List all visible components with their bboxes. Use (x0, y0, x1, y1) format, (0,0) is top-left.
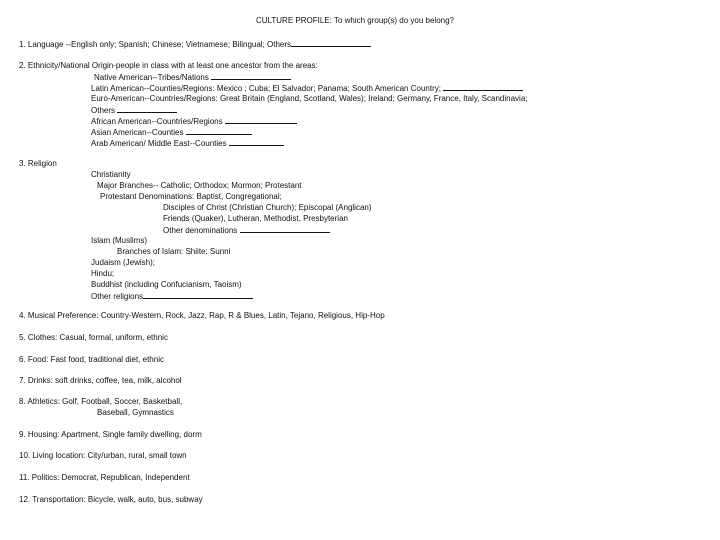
native-american-blank[interactable] (211, 72, 291, 80)
religion-other-denominations-text: Other denominations (163, 226, 238, 235)
ethnicity-african-american (91, 116, 297, 127)
ethnicity-asian-american-text: Asian American--Counties (91, 128, 184, 137)
religion-buddhist: Buddhist (including Confucianism, Taoism) (91, 280, 242, 289)
ethnicity-others-text: Others (91, 106, 116, 115)
religion-protestant-denominations: Protestant Denominations: Baptist, Congregational; (100, 192, 282, 201)
question-religion-heading: 3. Religion (19, 159, 57, 168)
ethnicity-latin-american-text: Latin American--Counties/Regions: Mexico ; Cuba; El Salvador; Panama; South American Country; (91, 84, 441, 93)
ethnicity-native-american-text: Native American--Tribes/Nations (94, 73, 209, 82)
question-clothes: 5. Clothes: Casual, formal, uniform, ethnic (19, 333, 168, 342)
other-religions-blank[interactable] (143, 291, 253, 299)
religion-other-denominations (163, 225, 330, 236)
ethnicity-euro-american: Euro-American--Countries/Regions: Great Britain (England, Scotland, Wales); Ireland; Germany, France, Italy, Scandinavia; (91, 94, 528, 103)
religion-islam: Islam (Muslims) (91, 236, 147, 245)
ethnicity-latin-american (91, 83, 523, 94)
asian-american-blank[interactable] (186, 127, 252, 135)
ethnicity-arab-american-text: Arab American/ Middle East--Counties (91, 139, 227, 148)
page-title: CULTURE PROFILE: To which group(s) do you belong? (255, 16, 454, 25)
arab-american-blank[interactable] (229, 138, 284, 146)
question-transportation: 12. Transportation: Bicycle, walk, auto, bus, subway (19, 495, 203, 504)
question-athletics-line2: Baseball, Gymnastics (97, 408, 174, 417)
religion-christianity: Christianity (91, 170, 131, 179)
religion-islam-branches: Branches of Islam: Shiite; Sunni (117, 247, 231, 256)
question-language-text: 1. Language --English only; Spanish; Chinese; Vietnamese; Bilingual; Others (19, 40, 292, 49)
religion-friends: Friends (Quaker), Lutheran, Methodist, Presbyterian (163, 214, 348, 223)
language-others-blank[interactable] (291, 39, 371, 47)
question-drinks: 7. Drinks: soft drinks, coffee, tea, milk, alcohol (19, 376, 182, 385)
religion-disciples: Disciples of Christ (Christian Church); Episcopal (Anglican) (163, 203, 372, 212)
religion-judaism: Judaism (Jewish); (91, 258, 156, 267)
religion-other-religions (91, 291, 253, 302)
question-living-location: 10. Living location: City/urban, rural, small town (19, 451, 187, 460)
ethnicity-arab-american (91, 138, 284, 149)
question-politics: 11. Politics: Democrat, Republican, Independent (19, 473, 190, 482)
question-music: 4. Musical Preference: Country-Western, Rock, Jazz, Rap, R & Blues, Latin, Tejano, Religious, Hip-Hop (19, 311, 385, 320)
question-athletics-line1: 8. Athletics: Golf, Football, Soccer, Basketball, (19, 397, 183, 406)
other-denominations-blank[interactable] (240, 225, 330, 233)
question-food: 6. Food: Fast food, traditional diet, ethnic (19, 355, 164, 364)
question-language (19, 39, 371, 50)
latin-american-blank[interactable] (443, 83, 523, 91)
ethnicity-others (91, 105, 177, 116)
religion-other-religions-text: Other religions (91, 292, 144, 301)
question-housing: 9. Housing: Apartment, Single family dwelling, dorm (19, 430, 202, 439)
ethnicity-asian-american (91, 127, 252, 138)
ethnicity-others-blank[interactable] (117, 105, 177, 113)
ethnicity-african-american-text: African American--Countries/Regions (91, 117, 223, 126)
ethnicity-native-american (94, 72, 291, 83)
african-american-blank[interactable] (225, 116, 297, 124)
religion-hindu: Hindu; (91, 269, 115, 278)
religion-major-branches: Major Branches-- Catholic; Orthodox; Mormon; Protestant (97, 181, 302, 190)
question-ethnicity-heading: 2. Ethnicity/National Origin-people in class with at least one ancestor from the areas: (19, 61, 318, 70)
